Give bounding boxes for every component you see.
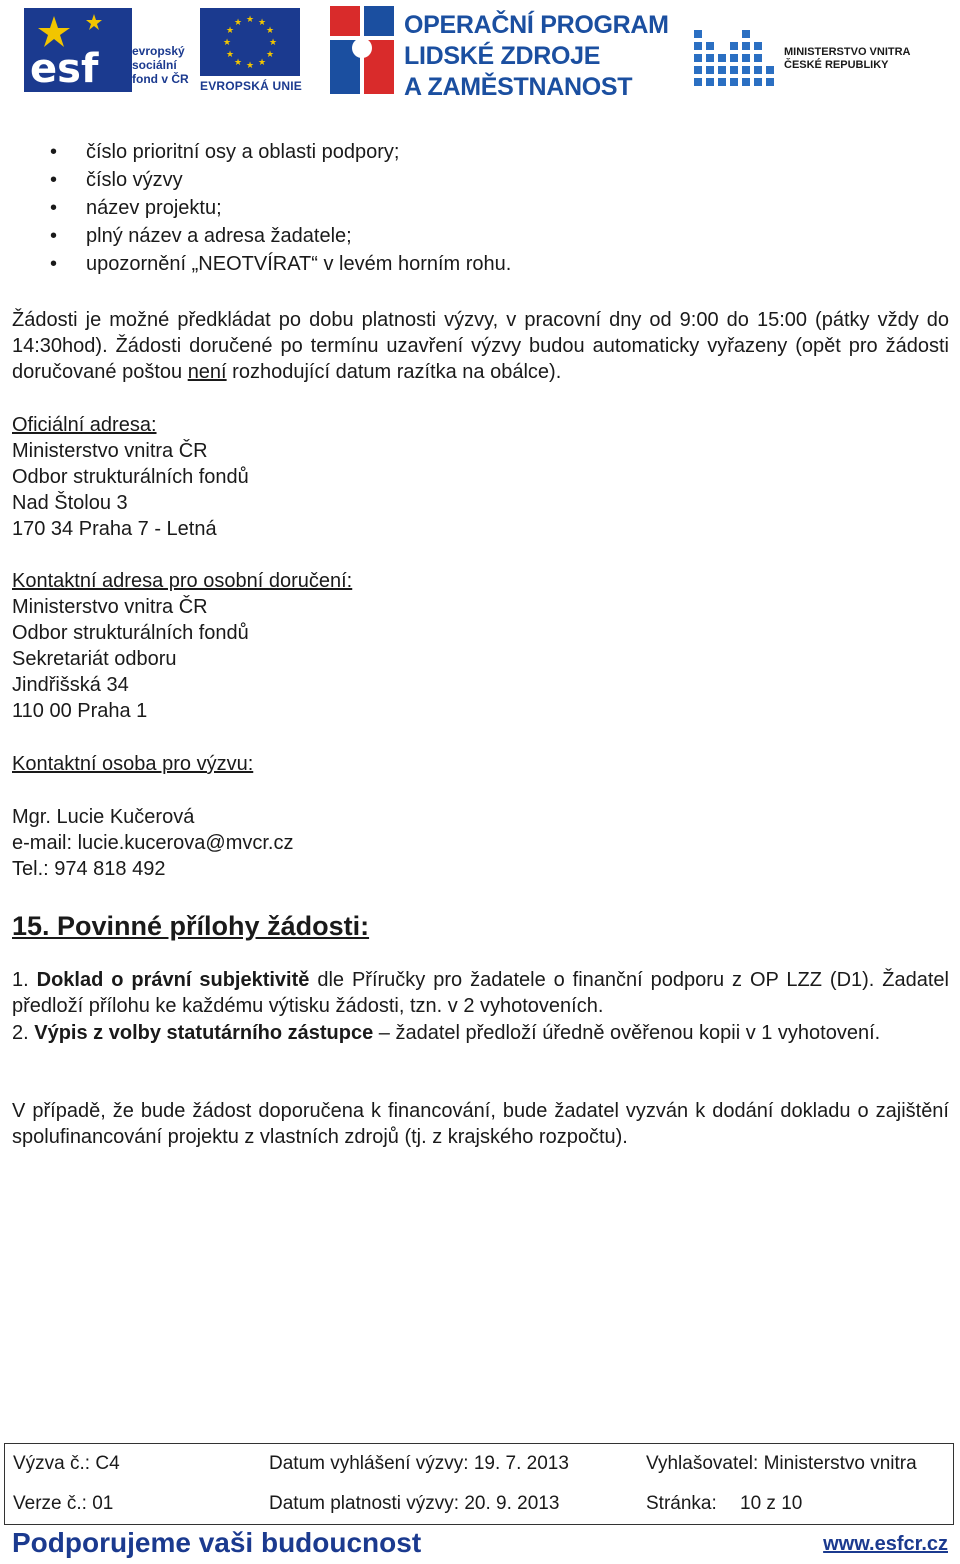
list-item: • číslo výzvy	[12, 166, 511, 194]
mv-cr-logo-text: MINISTERSTVO VNITRA ČESKÉ REPUBLIKY	[784, 46, 911, 71]
eu-logo-text: EVROPSKÁ UNIE	[200, 79, 302, 93]
eu-flag-icon	[200, 8, 300, 76]
footer-verze: Verze č.: 01	[13, 1493, 114, 1514]
esf-logo-icon	[24, 8, 132, 92]
address-line: Ministerstvo vnitra ČR	[12, 596, 208, 618]
footer-stranka-label: Stránka:	[646, 1493, 717, 1514]
svg-text:★: ★	[245, 15, 255, 25]
footer-vyhlasovatel: Vyhlašovatel: Ministerstvo vnitra	[646, 1453, 917, 1474]
official-address-label: Oficiální adresa:	[12, 414, 157, 436]
list-item: • plný název a adresa žadatele;	[12, 222, 511, 250]
contact-email[interactable]: e-mail: lucie.kucerova@mvcr.cz	[12, 832, 294, 854]
svg-text:★: ★	[257, 18, 267, 28]
footer-vyzva: Výzva č.: C4	[13, 1453, 120, 1474]
svg-text:★: ★	[233, 58, 243, 68]
cofinancing-paragraph: V případě, že bude žádost doporučena k financování, bude žadatel vyzván k dodání dokladu o zajištění spolufinancování projektu z vlastních zdrojů (tj. z krajského rozpočtu).	[12, 1100, 949, 1148]
address-line: Ministerstvo vnitra ČR	[12, 440, 208, 462]
svg-text:★: ★	[265, 26, 275, 36]
svg-text:★: ★	[225, 26, 235, 36]
svg-text:★: ★	[225, 50, 235, 60]
section-heading: 15. Povinné přílohy žádosti:	[12, 911, 370, 941]
address-line: Jindřišská 34	[12, 674, 129, 696]
address-line: 110 00 Praha 1	[12, 700, 148, 722]
op-lzz-logo-icon	[328, 4, 398, 96]
svg-text:esf: esf	[30, 46, 99, 92]
address-line: Sekretariát odboru	[12, 648, 177, 670]
svg-text:★: ★	[222, 38, 232, 48]
address-line: Odbor strukturálních fondů	[12, 622, 249, 644]
footer-datum-platnosti: Datum platnosti výzvy: 20. 9. 2013	[269, 1493, 560, 1514]
contact-address	[12, 568, 949, 724]
attachment-item-2: 2. Výpis z volby statutárního zástupce – žadatel předloží úředně ověřenou kopii v 1 vyhotovení.	[12, 1022, 881, 1044]
footer-slogan: Podporujeme vaši budoucnost	[12, 1527, 422, 1558]
address-line: Nad Štolou 3	[12, 492, 128, 514]
contact-address-label: Kontaktní adresa pro osobní doručení:	[12, 570, 353, 592]
envelope-requirements-list	[12, 138, 511, 278]
svg-text:★: ★	[268, 38, 278, 48]
footer-datum-vyhlaseni: Datum vyhlášení výzvy: 19. 7. 2013	[269, 1453, 569, 1474]
official-address	[12, 412, 949, 542]
address-line: Odbor strukturálních fondů	[12, 466, 249, 488]
contact-person-label-block	[12, 751, 949, 777]
esf-logo-text: evropský sociální fond v ČR	[132, 44, 189, 86]
header-logos	[0, 0, 960, 104]
footer-stranka-value: 10 z 10	[740, 1493, 803, 1514]
svg-text:★: ★	[257, 58, 267, 68]
contact-name: Mgr. Lucie Kučerová	[12, 806, 195, 828]
contact-person	[12, 804, 949, 882]
mv-cr-logo-icon	[692, 20, 776, 94]
address-line: 170 34 Praha 7 - Letná	[12, 518, 217, 540]
contact-phone: Tel.: 974 818 492	[12, 858, 166, 880]
svg-text:★: ★	[265, 50, 275, 60]
submission-paragraph: Žádosti je možné předkládat po dobu platnosti výzvy, v pracovní dny od 9:00 do 15:00 (pátky vždy do 14:30hod). Žádosti doručené po termínu uzavření výzvy budou automaticky vyřazeny (opět pro žádosti doručované poštou není rozhodující datum razítka na obálce).	[12, 309, 949, 383]
footer-web-link[interactable]: www.esfcr.cz	[823, 1533, 948, 1555]
svg-text:★: ★	[245, 61, 255, 71]
footer-info-box	[4, 1443, 954, 1525]
attachment-item-1: 1. Doklad o právní subjektivitě dle Příručky pro žadatele o finanční podporu z OP LZZ (D1). Žadatel předloží přílohu ke každému výtisku žádosti, tzn. v 2 vyhotoveních.	[12, 969, 949, 1017]
svg-text:★: ★	[233, 18, 243, 28]
list-item: • upozornění „NEOTVÍRAT“ v levém horním rohu.	[12, 250, 511, 278]
list-item: • název projektu;	[12, 194, 511, 222]
contact-person-label: Kontaktní osoba pro výzvu:	[12, 753, 254, 775]
list-item: • číslo prioritní osy a oblasti podpory;	[12, 138, 511, 166]
op-lzz-logo-text: OPERAČNÍ PROGRAM LIDSKÉ ZDROJE A ZAMĚSTNANOST	[404, 11, 669, 101]
